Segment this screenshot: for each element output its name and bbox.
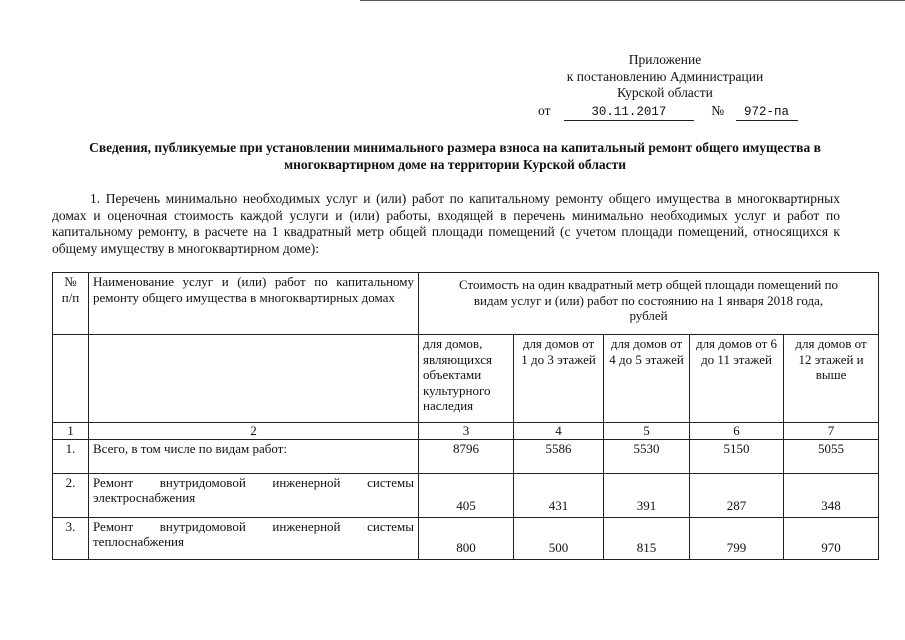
document-date: 30.11.2017 (564, 104, 694, 122)
row-value: 5586 (514, 439, 604, 473)
subheader-empty-name (89, 335, 419, 423)
row-value: 5150 (690, 439, 784, 473)
row-value: 405 (419, 473, 514, 517)
row-name: Ремонт внутридомовой инженерной системы электроснабжения (89, 473, 419, 517)
scan-edge-line (360, 0, 905, 1)
table-header-row (53, 273, 879, 335)
document-title: Сведения, публикуемые при установлении минимального размера взноса на капитальный ремонт общего имущества в многоквартирном доме на территории Курской области (89, 140, 821, 172)
date-prefix: от (538, 102, 551, 118)
index-cell: 5 (604, 423, 690, 440)
row-value: 970 (784, 517, 879, 559)
index-cell: 2 (89, 423, 419, 440)
subheader-4-5-floors: для домов от 4 до 5 этажей (604, 335, 690, 423)
row-name: Ремонт внутридомовой инженерной системы теплоснабжения (89, 517, 419, 559)
index-cell: 6 (690, 423, 784, 440)
subheader-6-11-floors: для домов от 6 до 11 этажей (690, 335, 784, 423)
row-number: 2. (53, 473, 89, 517)
row-number: 3. (53, 517, 89, 559)
appendix-resolution: к постановлению Администрации (566, 68, 764, 84)
row-value: 348 (784, 473, 879, 517)
index-cell: 1 (53, 423, 89, 440)
subheader-1-3-floors: для домов от 1 до 3 этажей (514, 335, 604, 423)
header-name-cell: Наименование услуг и (или) работ по капитальному ремонту общего имущества в многоквартирных домах (89, 273, 419, 335)
appendix-header (520, 52, 810, 121)
row-value: 5055 (784, 439, 879, 473)
index-cell: 4 (514, 423, 604, 440)
index-cell: 3 (419, 423, 514, 440)
row-value: 500 (514, 517, 604, 559)
table-row (53, 473, 879, 517)
appendix-region: Курской области (617, 85, 713, 100)
header-num-cell (53, 273, 89, 335)
header-cost-cell: Стоимость на один квадратный метр общей площади помещений по видам услуг и (или) работ по состоянию на 1 января 2018 года, рублей (419, 273, 879, 335)
table-subheader-row (53, 335, 879, 423)
subheader-cultural: для домов, являющихся объектами культурного наследия (419, 335, 514, 423)
index-cell: 7 (784, 423, 879, 440)
row-value: 815 (604, 517, 690, 559)
subheader-empty-num (53, 335, 89, 423)
table-row (53, 517, 879, 559)
intro-paragraph (52, 191, 840, 257)
row-name: Всего, в том числе по видам работ: (89, 439, 419, 473)
row-value: 5530 (604, 439, 690, 473)
document-number: 972-па (736, 104, 798, 122)
appendix-date-line (520, 103, 810, 122)
row-value: 431 (514, 473, 604, 517)
appendix-title: Приложение (628, 52, 702, 67)
row-value: 8796 (419, 439, 514, 473)
cost-table (52, 272, 879, 560)
table-row (53, 439, 879, 473)
header-num-abbr: п/п (61, 289, 80, 305)
row-number: 1. (53, 439, 89, 473)
row-value: 287 (690, 473, 784, 517)
number-prefix: № (711, 102, 725, 118)
header-num-symbol: № (64, 274, 77, 289)
table-index-row (53, 423, 879, 440)
row-value: 800 (419, 517, 514, 559)
intro-paragraph-text: 1. Перечень минимально необходимых услуг и (или) работ по капитальному ремонту общего имущества в многоквартирных домах и оценочная стоимость каждой услуги и (или) работы, входящей в перечень минимально необходимых услуг и работ по капитальному ремонту, в расчете на 1 квадратный метр общей площади помещений (с учетом площади помещений, относящихся к общему имуществу в многоквартирном доме): (52, 191, 840, 256)
row-value: 391 (604, 473, 690, 517)
subheader-12-plus-floors: для домов от 12 этажей и выше (784, 335, 879, 423)
row-value: 799 (690, 517, 784, 559)
